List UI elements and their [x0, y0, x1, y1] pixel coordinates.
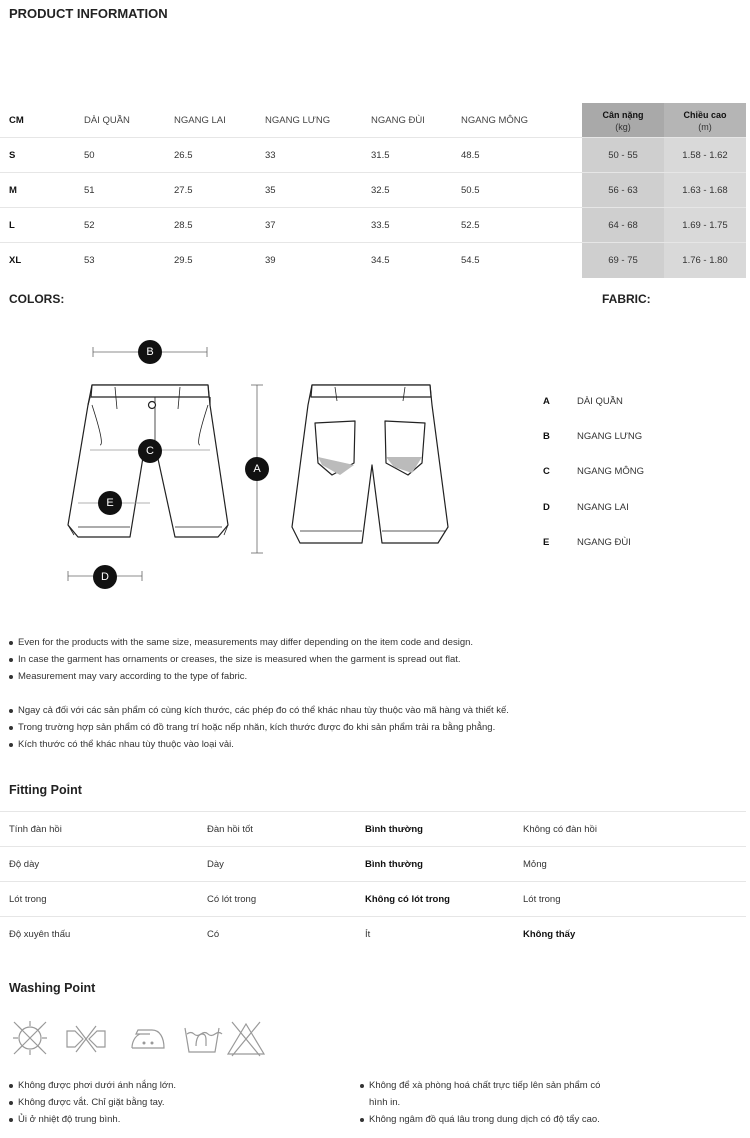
note-item: Trong trường hợp sản phẩm có đồ trang trí hoặc nếp nhăn, kích thước được đo khi sản phẩm trải ra bằng phẳng. [9, 719, 509, 736]
legend-label: NGANG LAI [577, 502, 629, 513]
height-value: 1.69 - 1.75 [682, 220, 728, 231]
legend-key: C [543, 466, 550, 477]
fit-option-selected: Không có lót trong [365, 894, 450, 905]
note-item: In case the garment has ornaments or creases, the size is measured when the garment is spread out flat. [9, 651, 473, 668]
height-value: 1.76 - 1.80 [682, 255, 728, 266]
fit-option: Ít [365, 929, 371, 940]
fit-label: Lót trong [9, 894, 47, 905]
wash-note-item: Ủi ở nhiệt độ trung bình. [9, 1111, 176, 1128]
fit-row-lining [0, 882, 746, 917]
notes-vietnamese [9, 702, 509, 753]
fit-option: Có lót trong [207, 894, 257, 905]
hip-value: 50.5 [461, 185, 480, 196]
washing-notes-left [9, 1077, 176, 1128]
washing-notes-right [360, 1077, 610, 1128]
colors-label: COLORS: [9, 292, 65, 306]
waist-value: 33 [265, 150, 276, 161]
size-label: S [9, 150, 16, 161]
legend-label: DÀI QUẦN [577, 396, 623, 407]
header-length: DÀI QUẦN [84, 115, 130, 126]
length-value: 50 [84, 150, 95, 161]
legend-item-a [543, 396, 623, 407]
legend-label: NGANG ĐÙI [577, 537, 631, 548]
note-item: Even for the products with the same size, measurements may differ depending on the item code and design. [9, 634, 473, 651]
wash-note-item: Không được vắt. Chỉ giặt bằng tay. [9, 1094, 176, 1111]
legend-item-e [543, 537, 631, 548]
fit-row-elasticity [0, 812, 746, 847]
header-height-unit: (m) [698, 122, 712, 132]
fit-option: Mỏng [523, 859, 547, 870]
fabric-label: FABRIC: [602, 292, 651, 306]
washing-point-title: Washing Point [9, 981, 96, 995]
fit-option-selected: Bình thường [365, 859, 423, 870]
fit-option: Dày [207, 859, 224, 870]
fit-label: Độ dày [9, 859, 40, 870]
header-weight-unit: (kg) [615, 122, 631, 132]
thigh-value: 33.5 [371, 220, 390, 231]
wash-note-item: Không ngâm đồ quá lâu trong dung dịch có độ tẩy cao. [360, 1111, 610, 1128]
length-value: 52 [84, 220, 95, 231]
hand-wash-icon [180, 1016, 224, 1060]
header-cm: CM [9, 115, 24, 126]
legend-key: D [543, 502, 550, 513]
thigh-value: 32.5 [371, 185, 390, 196]
fit-option: Lót trong [523, 894, 561, 905]
hip-value: 54.5 [461, 255, 480, 266]
fit-row-transparency [0, 917, 746, 952]
waist-value: 37 [265, 220, 276, 231]
header-thigh: NGANG ĐÙI [371, 115, 425, 126]
wash-note-item: Không được phơi dưới ánh nắng lớn. [9, 1077, 176, 1094]
size-row-l [0, 208, 746, 243]
size-table-header [0, 103, 746, 138]
waist-value: 35 [265, 185, 276, 196]
header-hem: NGANG LAI [174, 115, 226, 126]
fit-row-thickness [0, 847, 746, 882]
legend-label: NGANG MÔNG [577, 466, 645, 477]
size-row-s [0, 138, 746, 173]
legend-key: A [543, 396, 550, 407]
header-weight-title: Cân nặng [602, 110, 644, 120]
wash-note-item: Không để xà phòng hoá chất trực tiếp lên sản phẩm có hình in. [360, 1077, 610, 1111]
marker-e: E [98, 491, 122, 515]
hem-value: 27.5 [174, 185, 193, 196]
marker-d: D [93, 565, 117, 589]
header-hip: NGANG MÔNG [461, 115, 529, 126]
marker-c: C [138, 439, 162, 463]
notes-english [9, 634, 473, 685]
legend-key: B [543, 431, 550, 442]
fit-option: Đàn hồi tốt [207, 824, 253, 835]
hem-value: 29.5 [174, 255, 193, 266]
length-value: 51 [84, 185, 95, 196]
legend-key: E [543, 537, 550, 548]
size-label: XL [9, 255, 22, 266]
length-value: 53 [84, 255, 95, 266]
hip-value: 52.5 [461, 220, 480, 231]
waist-value: 39 [265, 255, 276, 266]
height-value: 1.63 - 1.68 [682, 185, 728, 196]
legend-item-d [543, 502, 629, 513]
iron-medium-icon [126, 1016, 170, 1060]
hem-value: 26.5 [174, 150, 193, 161]
thigh-value: 34.5 [371, 255, 390, 266]
legend-item-c [543, 466, 644, 477]
fit-option-selected: Không thấy [523, 929, 576, 940]
size-table [0, 103, 746, 278]
fitting-point-title: Fitting Point [9, 783, 82, 797]
note-item: Kích thước có thể khác nhau tùy thuộc vào loại vải. [9, 736, 509, 753]
hem-value: 28.5 [174, 220, 193, 231]
note-item: Measurement may vary according to the type of fabric. [9, 668, 473, 685]
marker-a: A [245, 457, 269, 481]
weight-value: 64 - 68 [608, 220, 638, 231]
product-information-title: PRODUCT INFORMATION [9, 6, 168, 21]
thigh-value: 31.5 [371, 150, 390, 161]
size-row-m [0, 173, 746, 208]
header-waist: NGANG LƯNG [265, 115, 331, 126]
no-sun-dry-icon [8, 1016, 52, 1060]
header-height [664, 103, 746, 138]
fitting-table [0, 811, 746, 952]
fit-option-selected: Bình thường [365, 824, 423, 835]
size-label: M [9, 185, 17, 196]
height-value: 1.58 - 1.62 [682, 150, 728, 161]
marker-b: B [138, 340, 162, 364]
size-row-xl [0, 243, 746, 278]
fit-option: Không có đàn hồi [523, 824, 597, 835]
weight-value: 56 - 63 [608, 185, 638, 196]
note-item: Ngay cả đối với các sản phẩm có cùng kích thước, các phép đo có thể khác nhau tùy thuộc vào mã hàng và thiết kế. [9, 702, 509, 719]
fit-option: Có [207, 929, 220, 940]
no-bleach-icon [224, 1016, 268, 1060]
weight-value: 50 - 55 [608, 150, 638, 161]
header-weight [582, 103, 664, 138]
fit-label: Tính đàn hồi [9, 824, 62, 835]
header-height-title: Chiều cao [683, 110, 727, 120]
size-label: L [9, 220, 15, 231]
fit-label: Độ xuyên thấu [9, 929, 71, 940]
legend-label: NGANG LƯNG [577, 431, 643, 442]
weight-value: 69 - 75 [608, 255, 638, 266]
hip-value: 48.5 [461, 150, 480, 161]
no-wring-icon [64, 1016, 108, 1060]
legend-item-b [543, 431, 642, 442]
